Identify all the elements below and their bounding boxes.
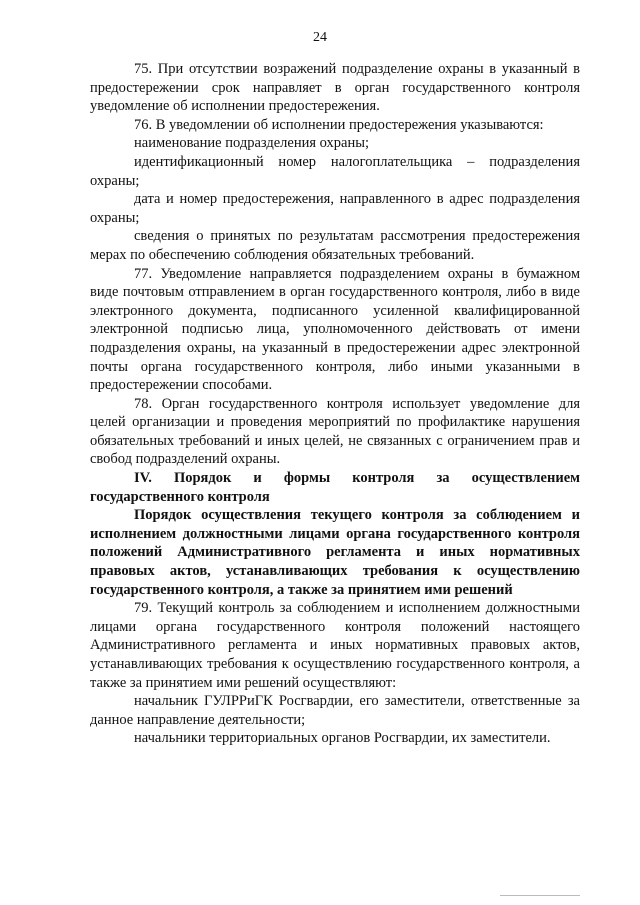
document-body [90, 60, 580, 748]
footer-mark [500, 895, 580, 900]
page-number: 24 [313, 30, 327, 45]
paragraph-76-item-date: дата и номер предостережения, направленного в адрес подразделения охраны; [90, 191, 580, 226]
paragraph-76-item-inn: идентификационный номер налогоплательщика – подразделения охраны; [90, 153, 580, 189]
paragraph-77: 77. Уведомление направляется подразделением охраны в бумажном виде почтовым отправлением в орган государственного контроля, либо в виде электронного документа, подписанного усиленной квалифицированной электронной подписью лица, уполномоченного действовать от имени подразделения охраны, на указанный в предостережении адрес электронной почты органа государственного контроля, либо иными указанными в предостережении способами. [90, 265, 580, 394]
paragraph-79: 79. Текущий контроль за соблюдением и исполнением должностными лицами органа государственного контроля положений настоящего Административного регламента и иных нормативных правовых актов, устанавливающих требования к осуществлению государственного контроля, а также за принятием ими решений осуществляют: [90, 600, 580, 691]
paragraph-75: 75. При отсутствии возражений подразделение охраны в указанный в предостережении срок направляет в орган государственного контроля уведомление об исполнении предостережения. [90, 61, 580, 115]
paragraph-78: 78. Орган государственного контроля использует уведомление для целей организации и проведения мероприятий по профилактике нарушения обязательных требований и иных целей, не связанных с ограничением прав и свобод подразделений охраны. [90, 395, 580, 468]
paragraph-79-item-territorial: начальники территориальных органов Росгвардии, их заместители. [134, 730, 551, 747]
paragraph-79-item-head: начальник ГУЛРРиГК Росгвардии, его заместители, ответственные за данное направление деятельности; [90, 693, 580, 728]
paragraph-76-item-name: наименование подразделения охраны; [134, 135, 370, 152]
paragraph-76-item-measures: сведения о принятых по результатам рассмотрения предостережения мерах по обеспечению соблюдения обязательных требований. [90, 228, 580, 263]
paragraph-76: 76. В уведомлении об исполнении предостережения указываются: [134, 116, 544, 133]
section-heading: IV. Порядок и формы контроля за осуществлением государственного контроля [90, 470, 580, 505]
subsection-heading: Порядок осуществления текущего контроля за соблюдением и исполнением должностными лицами органа государственного контроля положений Административного регламента и иных нормативных правовых актов, устанавливающих требования к осуществлению государственного контроля, а также за принятием ими решений [90, 507, 580, 598]
